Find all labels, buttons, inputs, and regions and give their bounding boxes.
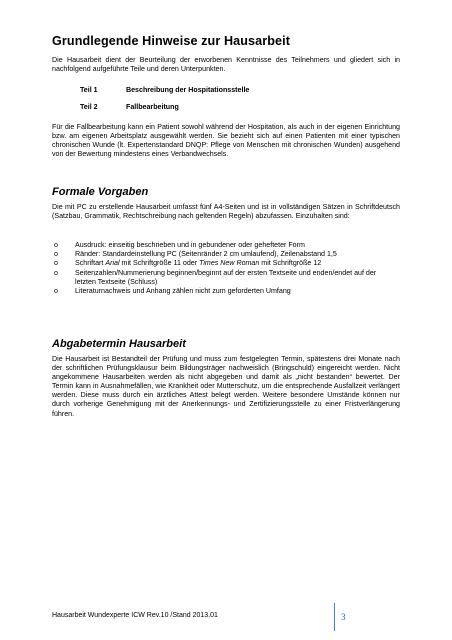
page-number: 3	[341, 612, 346, 622]
bullet-marker: o	[54, 287, 58, 296]
bullet-marker: o	[54, 259, 58, 268]
list-item: o Seitenzahlen/Nummerierung beginnen/beginnt auf der ersten Textseite und enden/endet auf der letzten Textseite (Schluss)	[54, 268, 377, 286]
bullet-marker: o	[54, 250, 58, 259]
font-name-times: Times New Roman	[199, 259, 260, 268]
teil-1-number: Teil 1	[80, 86, 98, 94]
footer-text: Hausarbeit Wundexperte ICW Rev.10 /Stand 2013.01	[52, 612, 218, 619]
formale-vorgaben-paragraph: Die mit PC zu erstellende Hausarbeit umfasst fünf A4-Seiten und ist in vollständigen Sätzen in Schriftdeutsch (Satzbau, Grammatik, Rechtschreibung nach geltenden Regeln) abzufassen. Einzuhalten sind:	[52, 203, 400, 221]
main-heading: Grundlegende Hinweise zur Hausarbeit	[52, 34, 291, 48]
abgabetermin-heading: Abgabetermin Hausarbeit	[52, 338, 186, 350]
fallbearbeitung-paragraph: Für die Fallbearbeitung kann ein Patient sowohl während der Hospitation, als auch in der eigenen Einrichtung bzw. am eigenen Arbeitsplatz ausgewählt werden. Sie bezieht sich auf einen Patienten mit einer typischen chronischen Wunde (lt. Expertenstandard DNQP: Pflege von Menschen mit chronischen Wunden) ausgehend von der Bewertung mindestens eines Verbandwechsels.	[52, 123, 400, 159]
teil-2-row	[80, 103, 179, 111]
footer-divider	[334, 603, 335, 631]
font-name-arial: Arial	[105, 259, 120, 268]
bullet-marker: o	[54, 268, 58, 277]
teil-2-title: Fallbearbeitung	[125, 103, 179, 111]
formale-vorgaben-heading: Formale Vorgaben	[52, 186, 149, 198]
teil-1-title: Beschreibung der Hospitationsstelle	[125, 86, 250, 94]
teil-1-row	[80, 86, 249, 94]
list-item: o Literaturnachweis und Anhang zählen nicht zum geforderten Umfang	[54, 287, 291, 296]
list-item: o Ränder: Standardeinstellung PC (Seitenränder 2 cm umlaufend), Zeilenabstand 1,5	[54, 250, 337, 259]
list-item: o Schriftart Arial mit Schriftgröße 11 oder Times New Roman mit Schriftgröße 12	[54, 259, 322, 268]
requirements-list	[52, 241, 392, 296]
bullet-marker: o	[54, 241, 58, 249]
intro-paragraph: Die Hausarbeit dient der Beurteilung der erworbenen Kenntnisse des Teilnehmers und gliedert sich in nachfolgend aufgeführte Teile und deren Unterpunkten.	[52, 56, 400, 74]
teil-2-number: Teil 2	[80, 103, 98, 111]
list-item: o Ausdruck: einseitig beschrieben und in gebundener oder gehefteter Form	[54, 241, 305, 249]
abgabetermin-paragraph: Die Hausarbeit ist Bestandteil der Prüfung und muss zum festgelegten Termin, spätestens drei Monate nach der schriftlichen Prüfungsklausur beim Bildungsträger nachweislich (Bringschuld) eingereicht werden. Nicht angekommene Hausarbeiten werden als nicht abgegeben und damit als „nicht bestanden“ bewertet. Der Termin kann in Ausnahmefällen, wie Krankheit oder Mutterschutz, um die entsprechende Ausfallzeit verlängert werden. Diese muss durch ein ärztliches Attest belegt werden. Weitere besondere Umstände können nur durch vorherige Genehmigung mit der Anerkennungs- und Zertifizierungsstelle zu einer Fristverlängerung führen.	[52, 355, 400, 418]
